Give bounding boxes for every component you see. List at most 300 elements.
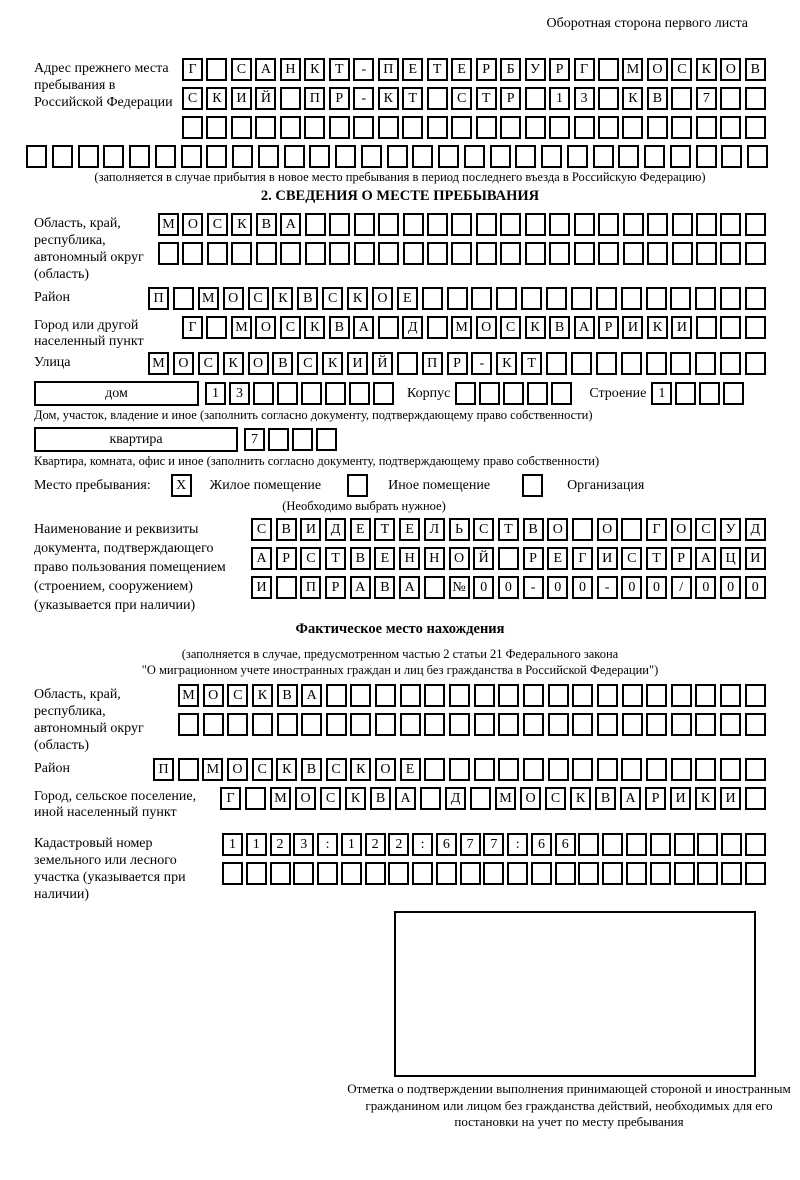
- char-box[interactable]: [207, 242, 228, 265]
- char-box[interactable]: [626, 862, 647, 885]
- char-box[interactable]: М: [231, 316, 252, 339]
- char-box[interactable]: К: [223, 352, 244, 375]
- cadastral-row-1[interactable]: [222, 833, 766, 856]
- char-box[interactable]: Г: [182, 58, 203, 81]
- char-box[interactable]: [745, 862, 766, 885]
- char-box[interactable]: [326, 684, 347, 707]
- char-box[interactable]: О: [547, 518, 568, 541]
- char-box[interactable]: С: [248, 287, 269, 310]
- char-box[interactable]: [551, 382, 572, 405]
- char-box[interactable]: Е: [397, 287, 418, 310]
- char-box[interactable]: К: [322, 352, 343, 375]
- char-box[interactable]: [647, 116, 668, 139]
- char-box[interactable]: [596, 352, 617, 375]
- char-box[interactable]: [375, 713, 396, 736]
- char-box[interactable]: [232, 145, 253, 168]
- char-box[interactable]: П: [153, 758, 174, 781]
- char-box[interactable]: [623, 213, 644, 236]
- char-box[interactable]: [103, 145, 124, 168]
- char-box[interactable]: [721, 862, 742, 885]
- char-box[interactable]: [745, 316, 766, 339]
- char-box[interactable]: С: [297, 352, 318, 375]
- char-box[interactable]: С: [207, 213, 228, 236]
- char-box[interactable]: К: [272, 287, 293, 310]
- ownership-document-row-2[interactable]: [251, 547, 766, 570]
- char-box[interactable]: [206, 145, 227, 168]
- char-box[interactable]: П: [148, 287, 169, 310]
- char-box[interactable]: А: [353, 316, 374, 339]
- char-box[interactable]: 1: [549, 87, 570, 110]
- char-box[interactable]: О: [375, 758, 396, 781]
- prev-address-row-1[interactable]: [182, 58, 766, 81]
- char-box[interactable]: [474, 713, 495, 736]
- char-box[interactable]: [593, 145, 614, 168]
- char-box[interactable]: [329, 116, 350, 139]
- char-box[interactable]: [670, 287, 691, 310]
- char-box[interactable]: Й: [473, 547, 494, 570]
- char-box[interactable]: 0: [473, 576, 494, 599]
- char-box[interactable]: [523, 713, 544, 736]
- char-box[interactable]: [571, 287, 592, 310]
- char-box[interactable]: [449, 758, 470, 781]
- char-box[interactable]: [598, 116, 619, 139]
- char-box[interactable]: [460, 862, 481, 885]
- char-box[interactable]: Е: [451, 58, 472, 81]
- char-box[interactable]: [647, 213, 668, 236]
- ownership-document-row-3[interactable]: [251, 576, 766, 599]
- char-box[interactable]: [365, 862, 386, 885]
- char-box[interactable]: [598, 87, 619, 110]
- char-box[interactable]: [252, 713, 273, 736]
- char-box[interactable]: [672, 213, 693, 236]
- char-box[interactable]: [354, 213, 375, 236]
- region-row-2[interactable]: [158, 242, 766, 265]
- char-box[interactable]: -: [597, 576, 618, 599]
- region-row-1[interactable]: [158, 213, 766, 236]
- char-box[interactable]: [427, 213, 448, 236]
- char-box[interactable]: [256, 242, 277, 265]
- char-box[interactable]: [155, 145, 176, 168]
- char-box[interactable]: [490, 145, 511, 168]
- char-box[interactable]: [436, 862, 457, 885]
- char-box[interactable]: Р: [549, 58, 570, 81]
- char-box[interactable]: В: [647, 87, 668, 110]
- char-box[interactable]: Е: [350, 518, 371, 541]
- char-box[interactable]: 0: [695, 576, 716, 599]
- char-box[interactable]: [720, 242, 741, 265]
- char-box[interactable]: Д: [325, 518, 346, 541]
- char-box[interactable]: [350, 713, 371, 736]
- char-box[interactable]: 0: [745, 576, 766, 599]
- char-box[interactable]: 1: [222, 833, 243, 856]
- char-box[interactable]: [646, 713, 667, 736]
- char-box[interactable]: [500, 213, 521, 236]
- char-box[interactable]: [470, 787, 491, 810]
- char-box[interactable]: Н: [424, 547, 445, 570]
- char-box[interactable]: К: [350, 758, 371, 781]
- char-box[interactable]: С: [227, 684, 248, 707]
- char-box[interactable]: [347, 474, 368, 497]
- char-box[interactable]: [451, 242, 472, 265]
- char-box[interactable]: Т: [521, 352, 542, 375]
- char-box[interactable]: П: [300, 576, 321, 599]
- char-box[interactable]: [745, 713, 766, 736]
- char-box[interactable]: [451, 213, 472, 236]
- char-box[interactable]: Е: [402, 58, 423, 81]
- char-box[interactable]: В: [329, 316, 350, 339]
- char-box[interactable]: А: [399, 576, 420, 599]
- char-box[interactable]: С: [182, 87, 203, 110]
- char-box[interactable]: [350, 684, 371, 707]
- char-box[interactable]: [231, 242, 252, 265]
- char-box[interactable]: О: [597, 518, 618, 541]
- char-box[interactable]: Й: [372, 352, 393, 375]
- char-box[interactable]: [400, 713, 421, 736]
- prev-address-row-4[interactable]: [26, 145, 768, 168]
- char-box[interactable]: Т: [374, 518, 395, 541]
- char-box[interactable]: №: [449, 576, 470, 599]
- char-box[interactable]: И: [745, 547, 766, 570]
- char-box[interactable]: [305, 242, 326, 265]
- char-box[interactable]: [671, 87, 692, 110]
- char-box[interactable]: [720, 316, 741, 339]
- char-box[interactable]: [245, 787, 266, 810]
- char-box[interactable]: [548, 758, 569, 781]
- char-box[interactable]: [479, 382, 500, 405]
- char-box[interactable]: [52, 145, 73, 168]
- char-box[interactable]: 3: [229, 382, 250, 405]
- char-box[interactable]: [623, 242, 644, 265]
- char-box[interactable]: 0: [720, 576, 741, 599]
- char-box[interactable]: [280, 242, 301, 265]
- char-box[interactable]: В: [277, 684, 298, 707]
- char-box[interactable]: В: [374, 576, 395, 599]
- char-box[interactable]: [578, 862, 599, 885]
- char-box[interactable]: [597, 713, 618, 736]
- char-box[interactable]: К: [647, 316, 668, 339]
- char-box[interactable]: Е: [374, 547, 395, 570]
- char-box[interactable]: [567, 145, 588, 168]
- char-box[interactable]: [378, 316, 399, 339]
- char-box[interactable]: [129, 145, 150, 168]
- char-box[interactable]: [178, 713, 199, 736]
- char-box[interactable]: [723, 382, 744, 405]
- char-box[interactable]: [622, 713, 643, 736]
- char-box[interactable]: [305, 213, 326, 236]
- char-box[interactable]: К: [525, 316, 546, 339]
- char-box[interactable]: [500, 116, 521, 139]
- char-box[interactable]: [578, 833, 599, 856]
- char-box[interactable]: [695, 758, 716, 781]
- char-box[interactable]: [455, 382, 476, 405]
- char-box[interactable]: [622, 684, 643, 707]
- char-box[interactable]: [373, 382, 394, 405]
- char-box[interactable]: К: [378, 87, 399, 110]
- char-box[interactable]: 3: [574, 87, 595, 110]
- char-box[interactable]: М: [148, 352, 169, 375]
- char-box[interactable]: [403, 213, 424, 236]
- char-box[interactable]: К: [276, 758, 297, 781]
- char-box[interactable]: [496, 287, 517, 310]
- char-box[interactable]: К: [206, 87, 227, 110]
- district-row[interactable]: [148, 287, 766, 310]
- char-box[interactable]: [574, 213, 595, 236]
- char-box[interactable]: В: [350, 547, 371, 570]
- char-box[interactable]: [671, 713, 692, 736]
- char-box[interactable]: [483, 862, 504, 885]
- char-box[interactable]: [26, 145, 47, 168]
- char-box[interactable]: [181, 145, 202, 168]
- char-box[interactable]: С: [231, 58, 252, 81]
- char-box[interactable]: [548, 684, 569, 707]
- char-box[interactable]: [293, 862, 314, 885]
- char-box[interactable]: Е: [399, 518, 420, 541]
- char-box[interactable]: [670, 352, 691, 375]
- char-box[interactable]: В: [370, 787, 391, 810]
- char-box[interactable]: [388, 862, 409, 885]
- char-box[interactable]: 7: [460, 833, 481, 856]
- char-box[interactable]: [523, 684, 544, 707]
- char-box[interactable]: [574, 242, 595, 265]
- char-box[interactable]: К: [252, 684, 273, 707]
- char-box[interactable]: [206, 116, 227, 139]
- char-box[interactable]: 0: [621, 576, 642, 599]
- char-box[interactable]: К: [695, 787, 716, 810]
- char-box[interactable]: [549, 213, 570, 236]
- char-box[interactable]: [572, 758, 593, 781]
- ownership-document-row-1[interactable]: [251, 518, 766, 541]
- char-box[interactable]: Г: [646, 518, 667, 541]
- char-box[interactable]: [498, 684, 519, 707]
- char-box[interactable]: [621, 352, 642, 375]
- char-box[interactable]: [341, 862, 362, 885]
- char-box[interactable]: [574, 116, 595, 139]
- char-box[interactable]: [498, 713, 519, 736]
- char-box[interactable]: Т: [646, 547, 667, 570]
- char-box[interactable]: О: [173, 352, 194, 375]
- char-box[interactable]: У: [525, 58, 546, 81]
- char-box[interactable]: [597, 684, 618, 707]
- char-box[interactable]: [304, 116, 325, 139]
- char-box[interactable]: С: [320, 787, 341, 810]
- char-box[interactable]: О: [476, 316, 497, 339]
- char-box[interactable]: [522, 474, 543, 497]
- char-box[interactable]: [541, 145, 562, 168]
- char-box[interactable]: [672, 242, 693, 265]
- char-box[interactable]: [424, 713, 445, 736]
- char-box[interactable]: [521, 287, 542, 310]
- char-box[interactable]: А: [395, 787, 416, 810]
- char-box[interactable]: И: [720, 787, 741, 810]
- char-box[interactable]: [598, 58, 619, 81]
- char-box[interactable]: А: [350, 576, 371, 599]
- char-box[interactable]: [525, 116, 546, 139]
- char-box[interactable]: [571, 352, 592, 375]
- char-box[interactable]: [696, 213, 717, 236]
- char-box[interactable]: [507, 862, 528, 885]
- char-box[interactable]: Р: [447, 352, 468, 375]
- char-box[interactable]: [626, 833, 647, 856]
- char-box[interactable]: В: [745, 58, 766, 81]
- char-box[interactable]: Р: [476, 58, 497, 81]
- char-box[interactable]: А: [251, 547, 272, 570]
- char-box[interactable]: [720, 713, 741, 736]
- char-box[interactable]: /: [671, 576, 692, 599]
- char-box[interactable]: [531, 862, 552, 885]
- char-box[interactable]: С: [280, 316, 301, 339]
- char-box[interactable]: [329, 242, 350, 265]
- char-box[interactable]: [325, 382, 346, 405]
- char-box[interactable]: [525, 242, 546, 265]
- char-box[interactable]: М: [451, 316, 472, 339]
- char-box[interactable]: [548, 713, 569, 736]
- char-box[interactable]: [498, 547, 519, 570]
- char-box[interactable]: [646, 684, 667, 707]
- char-box[interactable]: [572, 518, 593, 541]
- char-box[interactable]: [621, 518, 642, 541]
- char-box[interactable]: М: [622, 58, 643, 81]
- char-box[interactable]: [173, 287, 194, 310]
- char-box[interactable]: М: [202, 758, 223, 781]
- char-box[interactable]: [451, 116, 472, 139]
- char-box[interactable]: [500, 242, 521, 265]
- char-box[interactable]: [378, 213, 399, 236]
- char-box[interactable]: [572, 684, 593, 707]
- char-box[interactable]: М: [178, 684, 199, 707]
- char-box[interactable]: [720, 684, 741, 707]
- char-box[interactable]: О: [671, 518, 692, 541]
- char-box[interactable]: [317, 862, 338, 885]
- char-box[interactable]: [277, 713, 298, 736]
- char-box[interactable]: [546, 352, 567, 375]
- char-box[interactable]: [412, 862, 433, 885]
- char-box[interactable]: О: [520, 787, 541, 810]
- stay-type-checkbox-organization[interactable]: [512, 474, 553, 497]
- char-box[interactable]: [525, 87, 546, 110]
- actual-district-row[interactable]: [153, 758, 766, 781]
- char-box[interactable]: [268, 428, 289, 451]
- char-box[interactable]: К: [696, 58, 717, 81]
- char-box[interactable]: [387, 145, 408, 168]
- char-box[interactable]: К: [304, 316, 325, 339]
- char-box[interactable]: [597, 758, 618, 781]
- char-box[interactable]: [747, 145, 768, 168]
- char-box[interactable]: Ь: [449, 518, 470, 541]
- char-box[interactable]: 2: [388, 833, 409, 856]
- char-box[interactable]: [572, 713, 593, 736]
- char-box[interactable]: Й: [255, 87, 276, 110]
- char-box[interactable]: О: [248, 352, 269, 375]
- char-box[interactable]: 1: [205, 382, 226, 405]
- char-box[interactable]: 2: [365, 833, 386, 856]
- char-box[interactable]: 0: [498, 576, 519, 599]
- char-box[interactable]: [258, 145, 279, 168]
- char-box[interactable]: [696, 116, 717, 139]
- char-box[interactable]: [329, 213, 350, 236]
- char-box[interactable]: [309, 145, 330, 168]
- char-box[interactable]: [618, 145, 639, 168]
- char-box[interactable]: Д: [402, 316, 423, 339]
- char-box[interactable]: П: [422, 352, 443, 375]
- char-box[interactable]: [697, 833, 718, 856]
- char-box[interactable]: [78, 145, 99, 168]
- actual-region-row-2[interactable]: [178, 713, 766, 736]
- char-box[interactable]: [745, 116, 766, 139]
- char-box[interactable]: 0: [547, 576, 568, 599]
- char-box[interactable]: А: [255, 58, 276, 81]
- char-box[interactable]: К: [304, 58, 325, 81]
- char-box[interactable]: [720, 352, 741, 375]
- char-box[interactable]: И: [231, 87, 252, 110]
- char-box[interactable]: Т: [402, 87, 423, 110]
- char-box[interactable]: У: [720, 518, 741, 541]
- char-box[interactable]: [206, 58, 227, 81]
- char-box[interactable]: [424, 758, 445, 781]
- char-box[interactable]: [695, 684, 716, 707]
- char-box[interactable]: [280, 87, 301, 110]
- char-box[interactable]: И: [622, 316, 643, 339]
- char-box[interactable]: Р: [645, 787, 666, 810]
- char-box[interactable]: [515, 145, 536, 168]
- char-box[interactable]: [598, 213, 619, 236]
- char-box[interactable]: [255, 116, 276, 139]
- char-box[interactable]: [525, 213, 546, 236]
- cadastral-row-2[interactable]: [222, 862, 766, 885]
- char-box[interactable]: [503, 382, 524, 405]
- char-box[interactable]: П: [304, 87, 325, 110]
- char-box[interactable]: А: [574, 316, 595, 339]
- char-box[interactable]: Г: [220, 787, 241, 810]
- char-box[interactable]: [602, 833, 623, 856]
- char-box[interactable]: [427, 316, 448, 339]
- char-box[interactable]: К: [231, 213, 252, 236]
- char-box[interactable]: К: [570, 787, 591, 810]
- char-box[interactable]: [471, 287, 492, 310]
- char-box[interactable]: С: [695, 518, 716, 541]
- char-box[interactable]: [745, 758, 766, 781]
- char-box[interactable]: [523, 758, 544, 781]
- char-box[interactable]: [650, 862, 671, 885]
- actual-region-row-1[interactable]: [178, 684, 766, 707]
- char-box[interactable]: [280, 116, 301, 139]
- char-box[interactable]: [644, 145, 665, 168]
- char-box[interactable]: -: [471, 352, 492, 375]
- char-box[interactable]: [270, 862, 291, 885]
- char-box[interactable]: Р: [500, 87, 521, 110]
- char-box[interactable]: Н: [399, 547, 420, 570]
- char-box[interactable]: [670, 145, 691, 168]
- char-box[interactable]: 1: [341, 833, 362, 856]
- char-box[interactable]: В: [297, 287, 318, 310]
- char-box[interactable]: [378, 242, 399, 265]
- char-box[interactable]: С: [322, 287, 343, 310]
- char-box[interactable]: И: [670, 787, 691, 810]
- char-box[interactable]: [182, 242, 203, 265]
- char-box[interactable]: О: [182, 213, 203, 236]
- char-box[interactable]: [301, 382, 322, 405]
- char-box[interactable]: [474, 758, 495, 781]
- char-box[interactable]: Г: [574, 58, 595, 81]
- char-box[interactable]: [178, 758, 199, 781]
- char-box[interactable]: [246, 862, 267, 885]
- char-box[interactable]: К: [347, 287, 368, 310]
- char-box[interactable]: [424, 576, 445, 599]
- char-box[interactable]: В: [276, 518, 297, 541]
- char-box[interactable]: [427, 242, 448, 265]
- char-box[interactable]: [646, 287, 667, 310]
- char-box[interactable]: В: [549, 316, 570, 339]
- char-box[interactable]: [721, 833, 742, 856]
